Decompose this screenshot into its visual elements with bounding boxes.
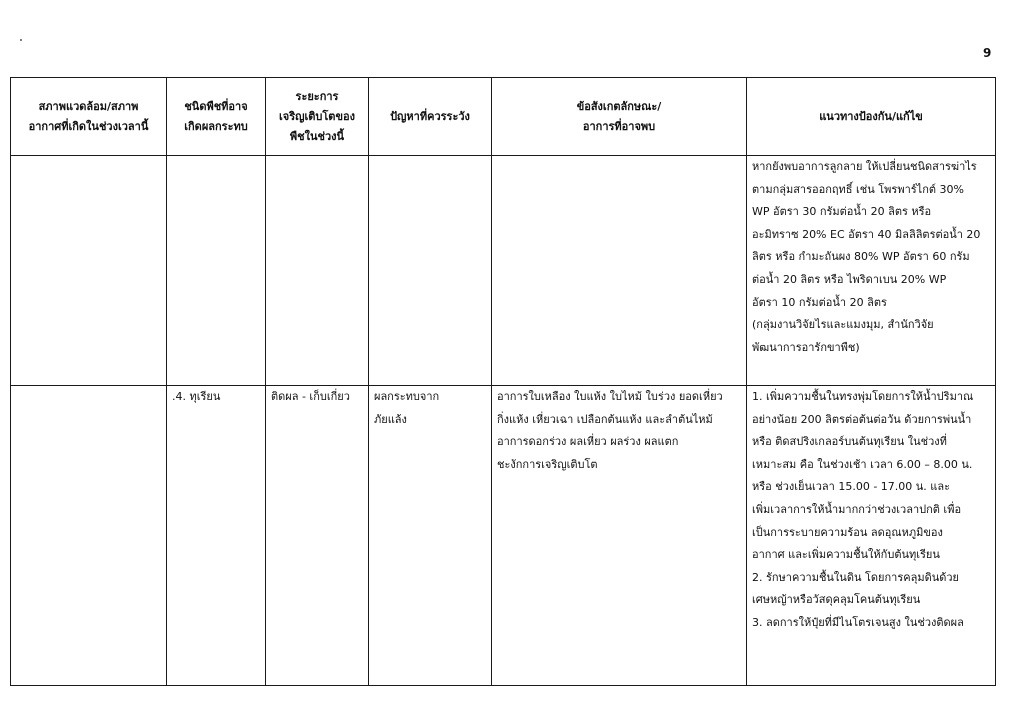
- header-problem: ปัญหาที่ควรระวัง: [369, 78, 492, 156]
- row1-environment-cell: [11, 156, 167, 386]
- table-row: [11, 386, 996, 686]
- row2-symptom-cell: อาการใบเหลือง ใบแห้ง ใบไหม้ ใบร่วง ยอดเหี่ยว กิ่งแห้ง เหี่ยวเฉา เปลือกต้นแห้ง และลำต้นไหม้ อาการดอกร่วง ผลเหี่ยว ผลร่วง ผลแตก ชะงักการเจริญเติบโต: [492, 386, 747, 686]
- row1-problem-cell: [369, 156, 492, 386]
- page-number: 9: [983, 46, 992, 60]
- crop-name: .4. ทุเรียน: [172, 390, 221, 403]
- row1-crop-cell: [167, 156, 266, 386]
- row1-prevention-cell: หากยังพบอาการลูกลาย ให้เปลี่ยนชนิดสารฆ่าไร ตามกลุ่มสารออกฤทธิ์ เช่น โพรพาร์ไกต์ 30% WP อัตรา 30 กรัมต่อน้ำ 20 ลิตร หรือ อะมิทราซ 20% EC อัตรา 40 มิลลิลิตรต่อน้ำ 20 ลิตร หรือ กำมะถันผง 80% WP อัตรา 60 กรัม ต่อน้ำ 20 ลิตร หรือ ไพริดาเบน 20% WP อัตรา 10 กรัมต่อน้ำ 20 ลิตร (กลุ่มงานวิจัยไรและแมงมุม, สำนักวิจัย พัฒนาการอารักขาพืช): [747, 156, 996, 386]
- row2-prevention-cell: 1. เพิ่มความชื้นในทรงพุ่มโดยการให้น้ำปริมาณ อย่างน้อย 200 ลิตรต่อต้นต่อวัน ด้วยการพ่นน้ำ หรือ ติดสปริงเกลอร์บนต้นทุเรียน ในช่วงที่ เหมาะสม คือ ในช่วงเช้า เวลา 6.00 – 8.00 น. หรือ ช่วงเย็นเวลา 15.00 - 17.00 น. และ เพิ่มเวลาการให้น้ำมากกว่าช่วงเวลาปกติ เพื่อ เป็นการระบายความร้อน ลดอุณหภูมิของ อากาศ และเพิ่มความชื้นให้กับต้นทุเรียน 2. รักษาความชื้นในดิน โดยการคลุมดินด้วย เศษหญ้าหรือวัสดุคลุมโคนต้นทุเรียน 3. ลดการให้ปุ๋ยที่มีไนโตรเจนสูง ในช่วงติดผล: [747, 386, 996, 686]
- header-prevention: แนวทางป้องกัน/แก้ไข: [747, 78, 996, 156]
- row2-problem-cell: ผลกระทบจาก ภัยแล้ง: [369, 386, 492, 686]
- row1-growth-cell: [266, 156, 369, 386]
- header-symptoms: ข้อสังเกตลักษณะ/ อาการที่อาจพบ: [492, 78, 747, 156]
- scan-speck: [20, 39, 22, 41]
- header-crop: ชนิดพืชที่อาจ เกิดผลกระทบ: [167, 78, 266, 156]
- row2-crop-cell: [167, 386, 266, 686]
- header-environment: สภาพแวดล้อม/สภาพ อากาศที่เกิดในช่วงเวลานี้: [11, 78, 167, 156]
- advisory-table: [10, 77, 996, 686]
- header-growth-stage: ระยะการ เจริญเติบโตของ พืชในช่วงนี้: [266, 78, 369, 156]
- row2-environment-cell: [11, 386, 167, 686]
- growth-stage: ติดผล - เก็บเกี่ยว: [271, 390, 350, 403]
- table-header-row: [11, 78, 996, 156]
- row2-growth-cell: [266, 386, 369, 686]
- table-row: [11, 156, 996, 386]
- row1-symptom-cell: [492, 156, 747, 386]
